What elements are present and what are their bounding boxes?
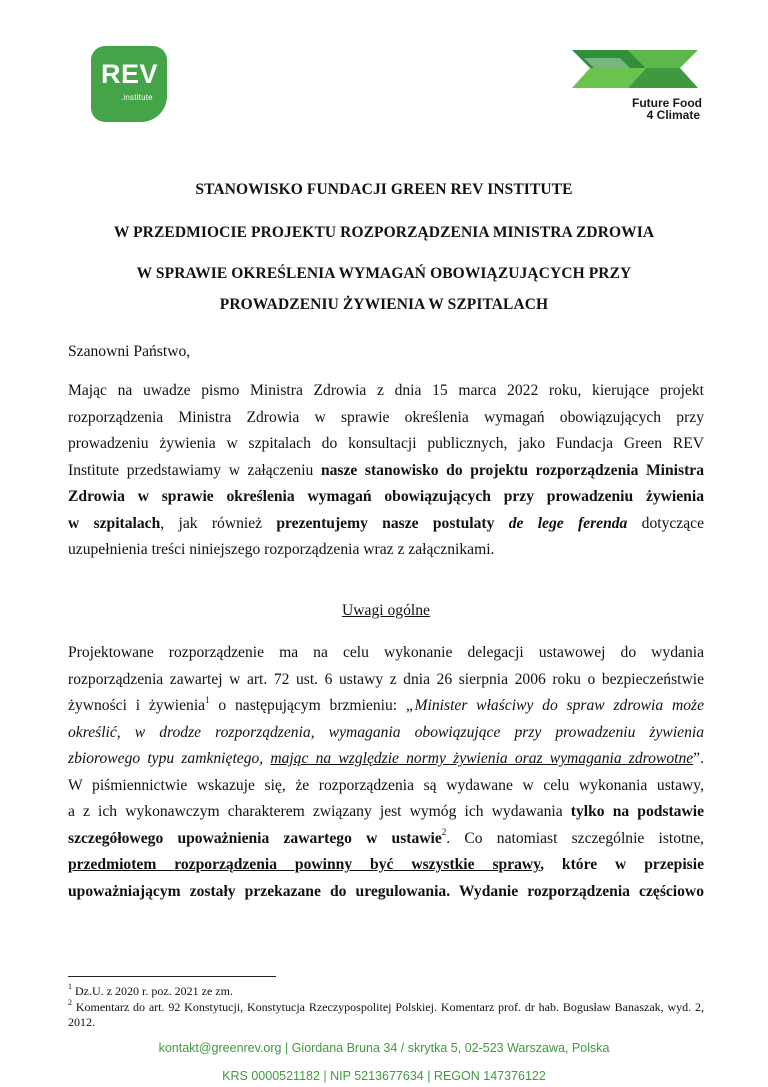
- paragraph-line: przedmiotem rozporządzenia powinny być wszystkie sprawy, które w przepisie: [68, 856, 704, 873]
- paragraph-line: uzupełnienia treści niniejszego rozporządzenia wraz z załącznikami.: [68, 541, 495, 558]
- future-food-4-climate-logo: [570, 44, 710, 124]
- paragraph-line: rozporządzenia Ministra Zdrowia w sprawie określenia wymagań obowiązujących przy: [68, 408, 704, 426]
- paragraph-line: zbiorowego typu zamkniętego, mając na względzie normy żywienia oraz wymagania zdrowotne”.: [68, 750, 704, 767]
- paragraph-line: Projektowane rozporządzenie ma na celu wykonanie delegacji ustawowej do wydania: [68, 644, 704, 661]
- footnote-ref-1[interactable]: 1: [205, 694, 210, 705]
- title-line-2: W PRZEDMIOCIE PROJEKTU ROZPORZĄDZENIA MINISTRA ZDROWIA: [113, 224, 655, 241]
- paragraph-line: Institute przedstawiamy w załączeniu nasze stanowisko do projektu rozporządzenia Ministra: [68, 461, 704, 479]
- paragraph-line: Mając na uwadze pismo Ministra Zdrowia z dnia 15 marca 2022 roku, kierujące projekt: [68, 382, 704, 399]
- footer-registry: KRS 0000521182 | NIP 5213677634 | REGON 147376122: [222, 1069, 546, 1083]
- paragraph-line: w szpitalach, jak również prezentujemy nasze postulaty de lege ferenda dotyczące: [68, 514, 704, 532]
- title-line-1: STANOWISKO FUNDACJI GREEN REV INSTITUTE: [195, 181, 573, 198]
- four-climate-text: 4 Climate: [646, 108, 700, 122]
- title-line-4: PROWADZENIU ŻYWIENIA W SZPITALACH: [219, 296, 549, 313]
- future-food-text: Future Food: [632, 96, 702, 110]
- greeting: Szanowni Państwo,: [68, 343, 191, 360]
- general-remarks-paragraph: [68, 640, 704, 905]
- footnote-ref-2[interactable]: 2: [441, 827, 447, 838]
- paragraph-line: prowadzeniu żywienia w szpitalach do konsultacji publicznych, jako Fundacja Green REV: [68, 435, 704, 452]
- future-food-ribbon-icon: [570, 44, 710, 96]
- rev-logo-subtext: .institute: [121, 93, 153, 102]
- paragraph-line: Zdrowia w sprawie określenia wymagań obowiązujących przy prowadzeniu żywienia: [68, 488, 704, 505]
- rev-institute-logo: [91, 46, 167, 122]
- footer-contact: kontakt@greenrev.org | Giordana Bruna 34 / skrytka 5, 02-523 Warszawa, Polska: [158, 1041, 610, 1055]
- paragraph-line: upoważniającym zostały przekazane do uregulowania. Wydanie rozporządzenia częściowo: [68, 882, 704, 900]
- paragraph-line: żywności i żywienia$^1$ o następującym brzmieniu: „Minister właściwy do spraw zdrowia może: [68, 694, 704, 714]
- paragraph-line: W piśmiennictwie wskazuje się, że rozporządzenia są wydawane w celu wykonania ustawy,: [68, 776, 704, 794]
- title-line-3: W SPRAWIE OKREŚLENIA WYMAGAŃ OBOWIĄZUJĄCYCH PRZY: [136, 265, 632, 282]
- footnote-divider: [68, 976, 276, 977]
- intro-paragraph: [68, 378, 704, 564]
- rev-logo-text: REV: [101, 59, 159, 89]
- paragraph-line: a z ich wykonawczym charakterem związany jest wymóg ich wydawania tylko na podstawie: [68, 803, 704, 820]
- footnote-1: $^1$ Dz.U. z 2020 r. poz. 2021 ze zm.: [68, 982, 233, 998]
- footnote-2: $^2$ Komentarz do art. 92 Konstytucji, Konstytucja Rzeczypospolitej Polskiej. Komentarz prof. dr hab. Bogusław Banaszak, wyd. 2, 2012.: [68, 998, 704, 1029]
- paragraph-line: szczegółowego upoważnienia zawartego w ustawie$^2$. Co natomiast szczególnie istotne,: [68, 827, 705, 847]
- paragraph-line: określić, w drodze rozporządzenia, wymagania obowiązujące przy prowadzeniu żywienia: [68, 723, 704, 741]
- section-heading: Uwagi ogólne: [342, 602, 430, 619]
- paragraph-line: rozporządzenia zawartej w art. 72 ust. 6 ustawy z dnia 26 sierpnia 2006 roku o bezpieczeństwie: [68, 670, 704, 688]
